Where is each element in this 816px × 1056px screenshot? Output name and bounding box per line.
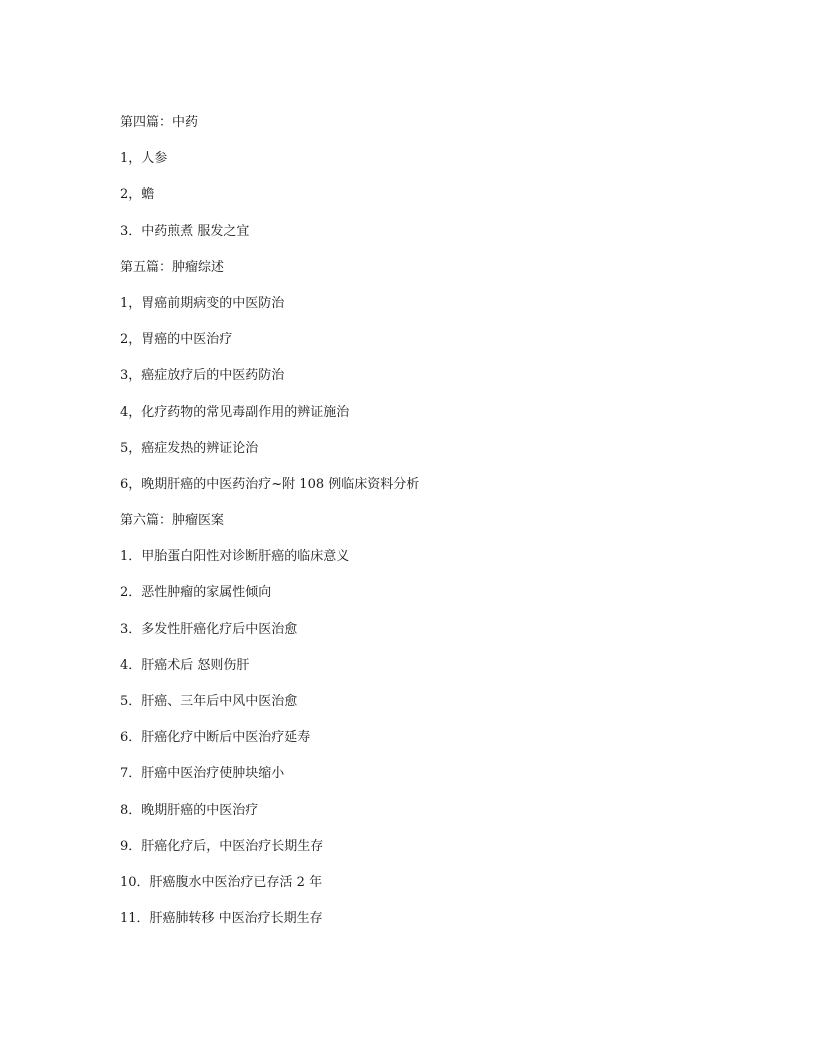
list-item: 3，癌症放疗后的中医药防治 xyxy=(120,368,285,384)
list-item: 4，化疗药物的常见毒副作用的辨证施治 xyxy=(120,404,350,420)
table-of-contents xyxy=(120,113,740,945)
list-item: 1，人参 xyxy=(120,151,168,167)
list-item: 5．肝癌、三年后中风中医治愈 xyxy=(120,694,298,709)
list-item: 10．肝癌腹水中医治疗已存活 2 年 xyxy=(120,874,323,890)
list-item: 7．肝癌中医治疗使肿块缩小 xyxy=(120,766,285,782)
list-item: 2，蟾 xyxy=(120,187,155,203)
list-item: 1．甲胎蛋白阳性对诊断肝癌的临床意义 xyxy=(120,549,350,565)
list-item: 1，胃癌前期病变的中医防治 xyxy=(120,295,285,311)
list-item: 6．肝癌化疗中断后中医治疗延寿 xyxy=(120,730,311,746)
list-item: 8．晚期肝癌的中医治疗 xyxy=(120,802,259,818)
list-item: 3．多发性肝癌化疗后中医治愈 xyxy=(120,621,298,637)
list-item: 3．中药煎煮 服发之宜 xyxy=(120,223,250,239)
section-heading-part-5: 第五篇：肿瘤综述 xyxy=(120,259,225,275)
section-heading-part-6: 第六篇：肿瘤医案 xyxy=(120,513,225,529)
list-item: 2，胃癌的中医治疗 xyxy=(120,332,233,348)
list-item: 11．肝癌肺转移 中医治疗长期生存 xyxy=(120,911,323,927)
list-item: 2．恶性肿瘤的家属性倾向 xyxy=(120,585,272,601)
list-item: 9．肝癌化疗后，中医治疗长期生存 xyxy=(120,838,324,854)
section-heading-part-4: 第四篇：中药 xyxy=(120,115,199,130)
list-item: 6，晚期肝癌的中医药治疗~附 108 例临床资料分析 xyxy=(120,476,420,492)
list-item: 5，癌症发热的辨证论治 xyxy=(120,440,259,456)
list-item: 4．肝癌术后 怒则伤肝 xyxy=(120,657,250,673)
